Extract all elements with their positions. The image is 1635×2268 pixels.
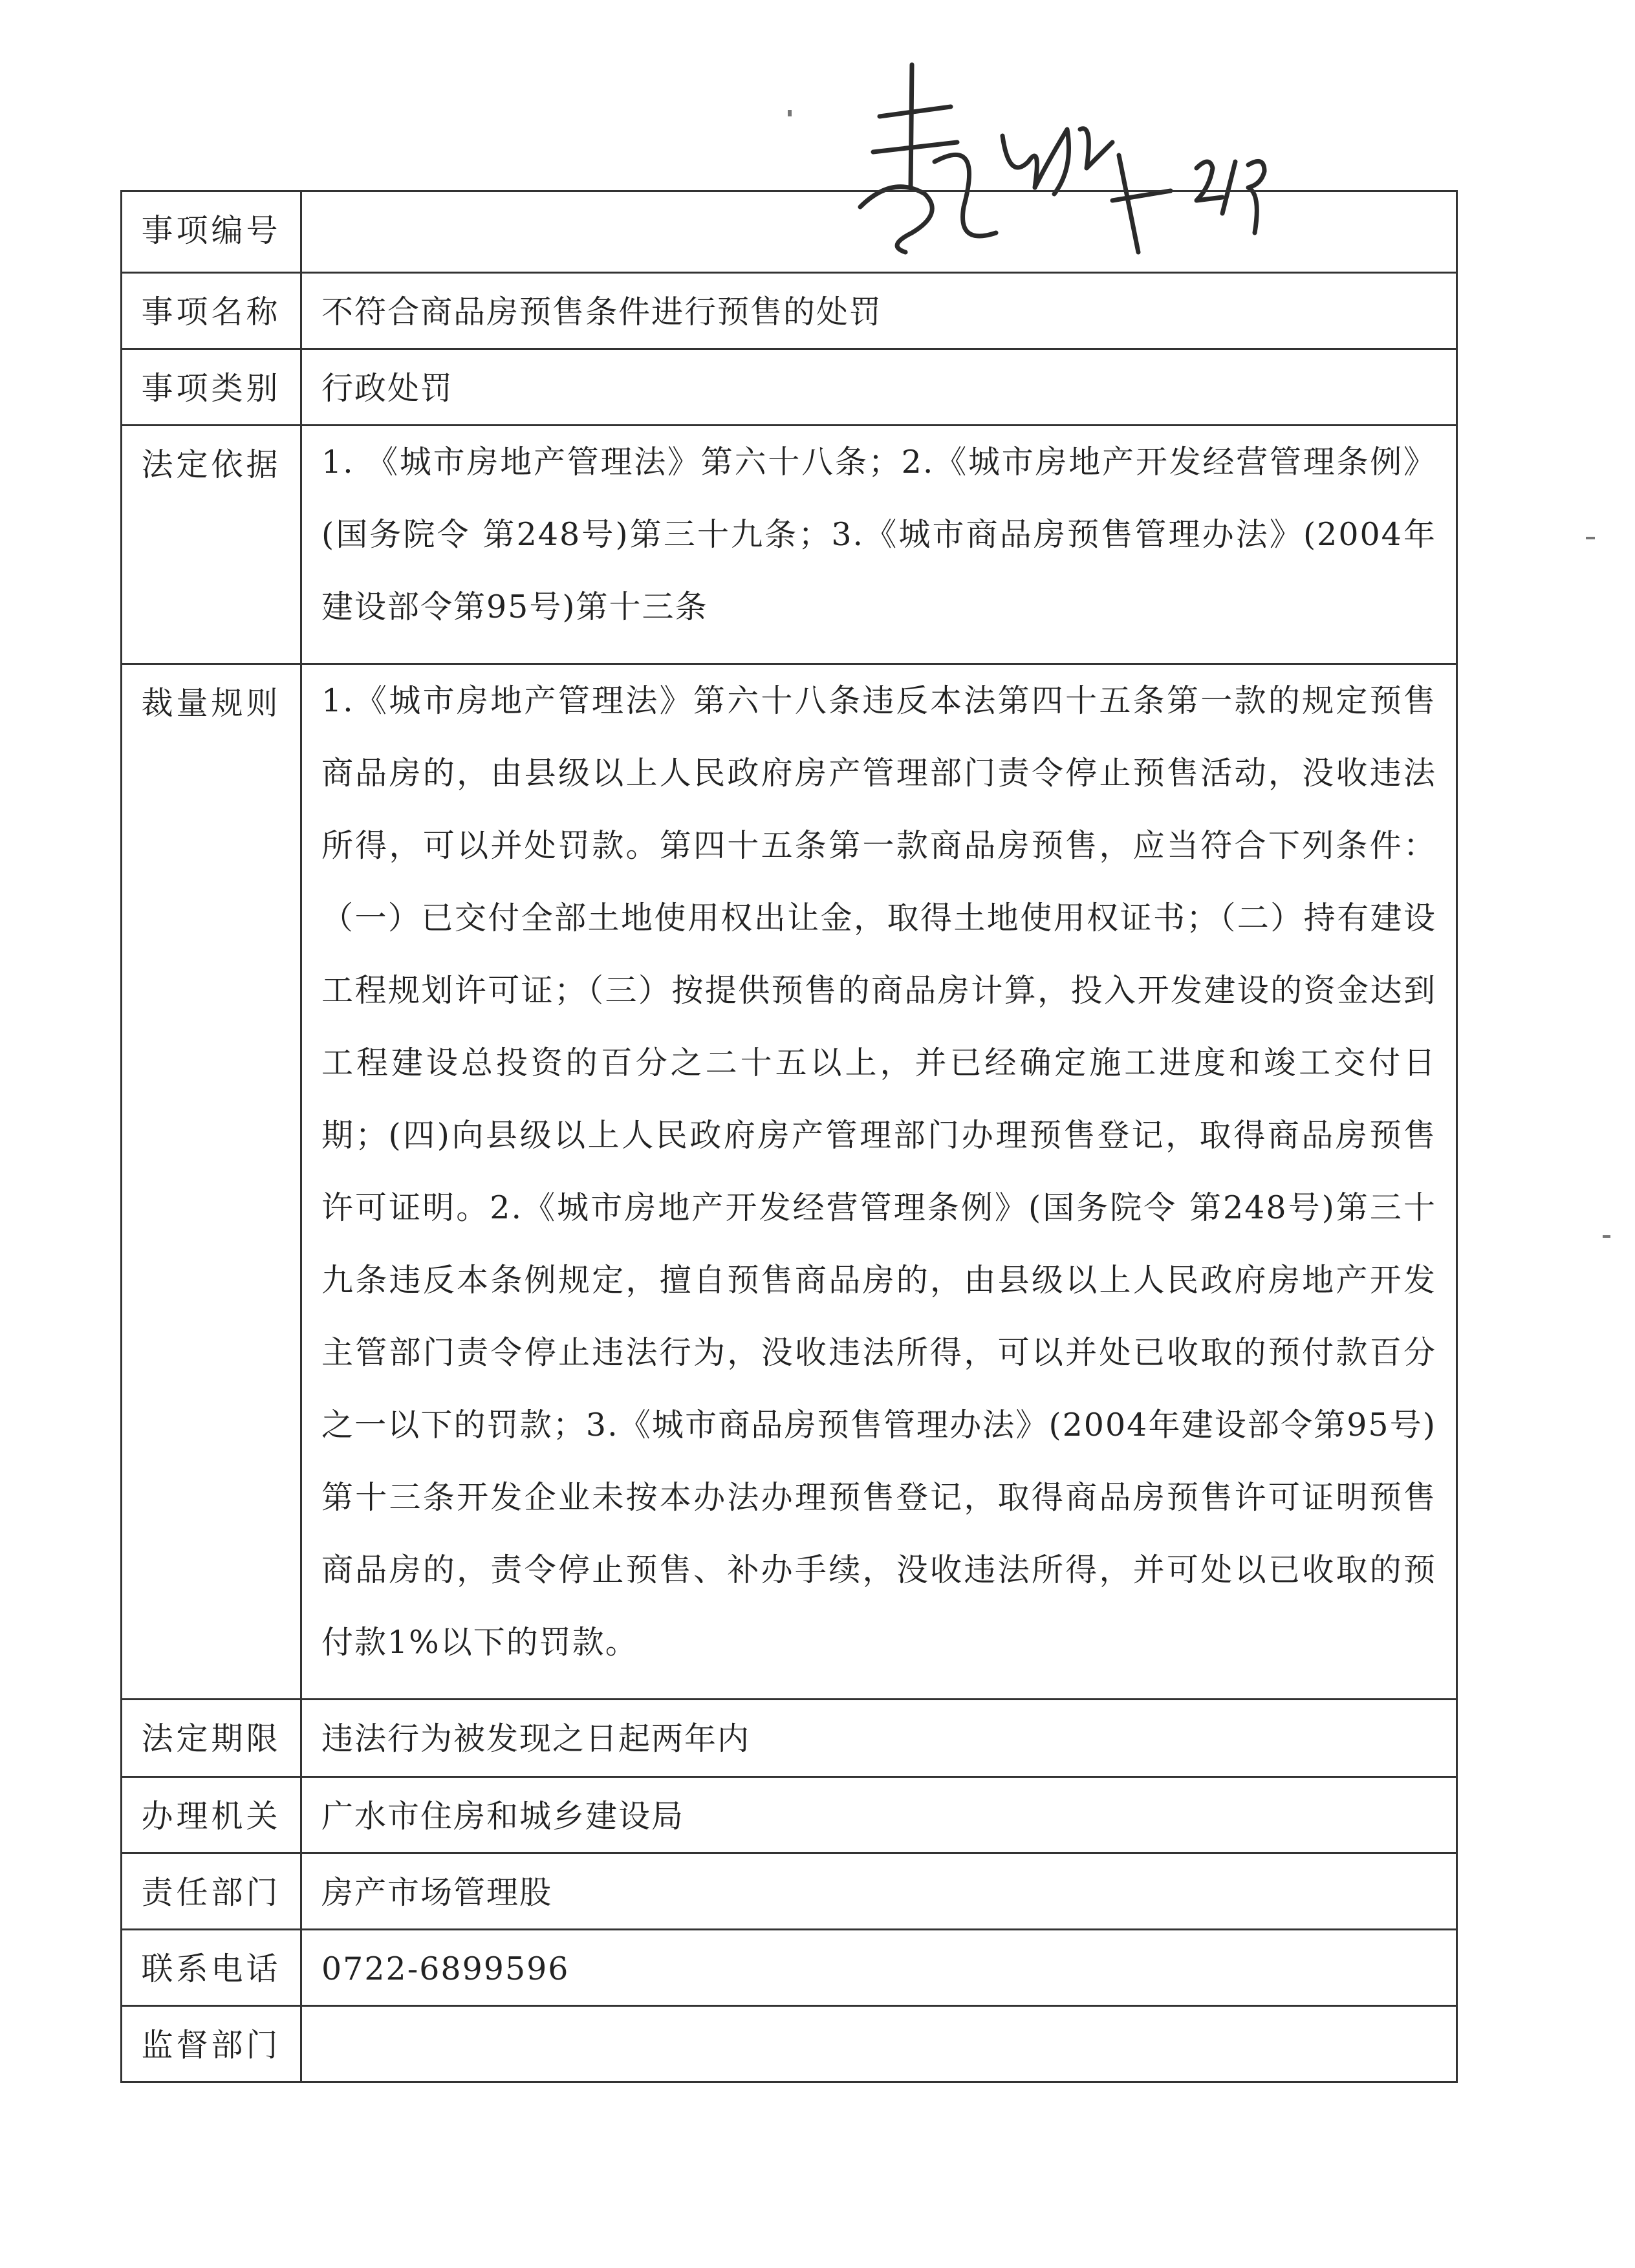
row-label: 事项编号: [122, 191, 301, 273]
table-row-item-number: [122, 191, 1457, 273]
table-row-contact-phone: [122, 1930, 1457, 2006]
row-value: 1.《城市房地产管理法》第六十八条违反本法第四十五条第一款的规定预售商品房的，由县级以上人民政府房产管理部门责令停止预售活动，没收违法所得，可以并处罚款。第四十五条第一款商品房预售，应当符合下列条件：（一）已交付全部土地使用权出让金，取得土地使用权证书；（二）持有建设工程规划许可证；（三）按提供预售的商品房计算，投入开发建设的资金达到工程建设总投资的百分之二十五以上，并已经确定施工进度和竣工交付日期；(四)向县级以上人民政府房产管理部门办理预售登记，取得商品房预售许可证明。2.《城市房地产开发经营管理条例》(国务院令 第248号)第三十九条违反本条例规定，擅自预售商品房的，由县级以上人民政府房地产开发主管部门责令停止违法行为，没收违法所得，可以并处已收取的预付款百分之一以下的罚款；3.《城市商品房预售管理办法》(2004年建设部令第95号)第十三条开发企业未按本办法办理预售登记，取得商品房预售许可证明预售商品房的，责令停止预售、补办手续，没收违法所得，并可处以已收取的预付款1%以下的罚款。: [301, 664, 1457, 1700]
table-row-responsible-dept: [122, 1853, 1457, 1930]
scan-speck: [1603, 1235, 1610, 1238]
table-row-supervision-dept: [122, 2006, 1457, 2082]
row-label: 事项类别: [122, 349, 301, 426]
row-label: 联系电话: [122, 1930, 301, 2006]
row-label: 法定期限: [122, 1700, 301, 1777]
row-label: 裁量规则: [122, 664, 301, 1700]
row-value: [301, 2006, 1457, 2082]
table-row-legal-basis: [122, 426, 1457, 664]
row-label: 监督部门: [122, 2006, 301, 2082]
table-row-discretion-rules: [122, 664, 1457, 1700]
row-label: 责任部门: [122, 1853, 301, 1930]
scan-speck: [1586, 537, 1595, 539]
row-value: 0722-6899596: [301, 1930, 1457, 2006]
row-value: 违法行为被发现之日起两年内: [301, 1700, 1457, 1777]
row-label: 法定依据: [122, 426, 301, 664]
row-value: 行政处罚: [301, 349, 1457, 426]
row-value: 不符合商品房预售条件进行预售的处罚: [301, 273, 1457, 349]
scan-speck: [788, 110, 792, 116]
table-row-item-name: [122, 273, 1457, 349]
info-table: [120, 190, 1458, 2083]
table-row-statutory-period: [122, 1700, 1457, 1777]
table-row-handling-authority: [122, 1777, 1457, 1853]
row-value: 1. 《城市房地产管理法》第六十八条；2.《城市房地产开发经营管理条例》(国务院令 第248号)第三十九条；3.《城市商品房预售管理办法》(2004年建设部令第95号)第十三条: [301, 426, 1457, 664]
row-value: 房产市场管理股: [301, 1853, 1457, 1930]
row-label: 事项名称: [122, 273, 301, 349]
row-value: 广水市住房和城乡建设局: [301, 1777, 1457, 1853]
row-label: 办理机关: [122, 1777, 301, 1853]
table-row-item-category: [122, 349, 1457, 426]
row-value: [301, 191, 1457, 273]
